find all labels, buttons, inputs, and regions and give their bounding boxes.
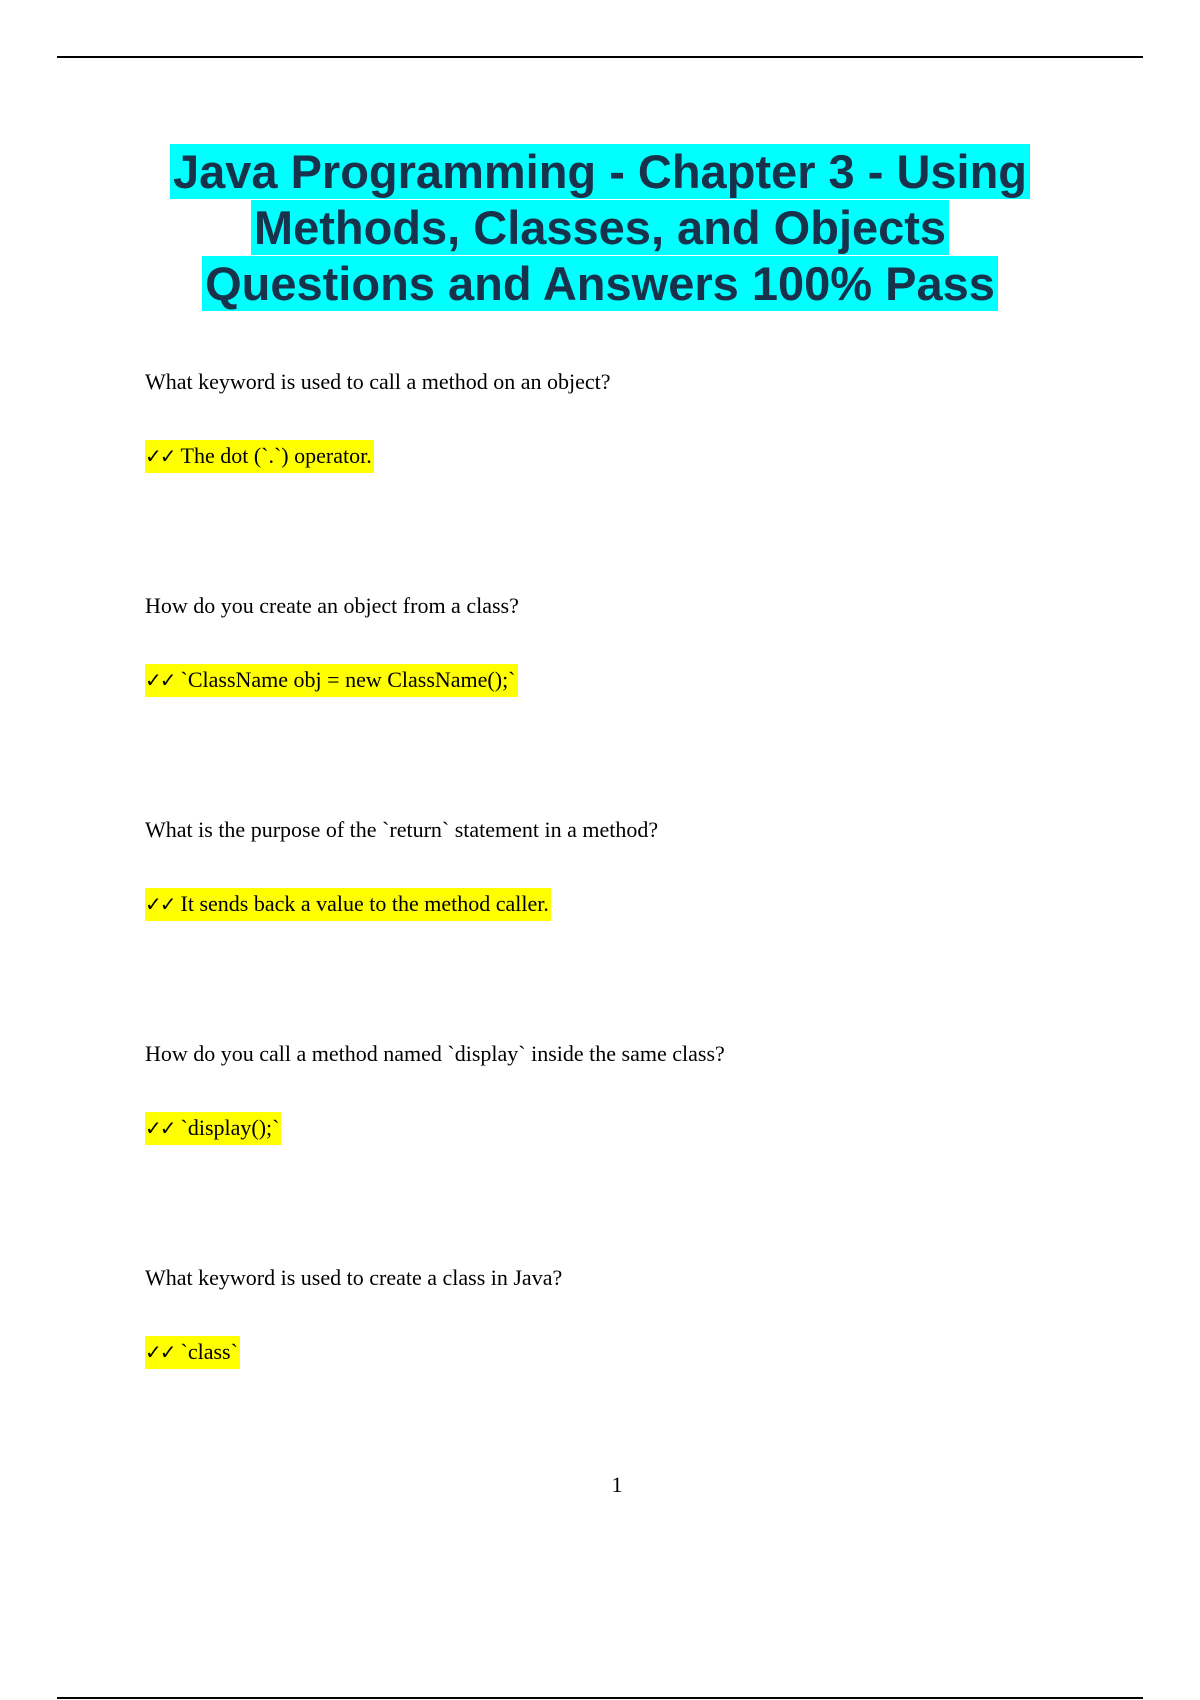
title-line-3: Questions and Answers 100% Pass [202,256,998,311]
double-check-icon: ✓✓ [145,1116,175,1140]
question-text: How do you create an object from a class? [145,593,519,618]
question-text: How do you call a method named `display` inside the same class? [145,1041,725,1066]
answer-text: `ClassName obj = new ClassName();` [180,667,516,692]
qa-item-5 [145,1265,1045,1365]
double-check-icon: ✓✓ [145,892,175,916]
title-line-2: Methods, Classes, and Objects [251,200,949,255]
answer [145,1339,1045,1365]
answer [145,443,1045,469]
double-check-icon: ✓✓ [145,444,175,468]
question-text: What keyword is used to create a class in Java? [145,1265,563,1290]
answer-text: The dot (`.`) operator. [180,443,372,468]
question-text: What keyword is used to call a method on an object? [145,369,611,394]
answer [145,667,1045,693]
answer [145,891,1045,917]
title-line-1: Java Programming - Chapter 3 - Using [170,144,1030,199]
qa-item-4 [145,1041,1045,1141]
footer-rule [57,1697,1143,1699]
document-title [100,144,1100,312]
double-check-icon: ✓✓ [145,1340,175,1364]
page-number: 1 [611,1472,623,1497]
answer [145,1115,1045,1141]
question-text: What is the purpose of the `return` statement in a method? [145,817,659,842]
header-rule [57,56,1143,58]
answer-text: It sends back a value to the method caller. [180,891,549,916]
double-check-icon: ✓✓ [145,668,175,692]
answer-text: `class` [180,1339,238,1364]
qa-item-2 [145,593,1045,693]
answer-text: `display();` [180,1115,280,1140]
qa-item-3 [145,817,1045,917]
qa-item-1 [145,369,1045,469]
